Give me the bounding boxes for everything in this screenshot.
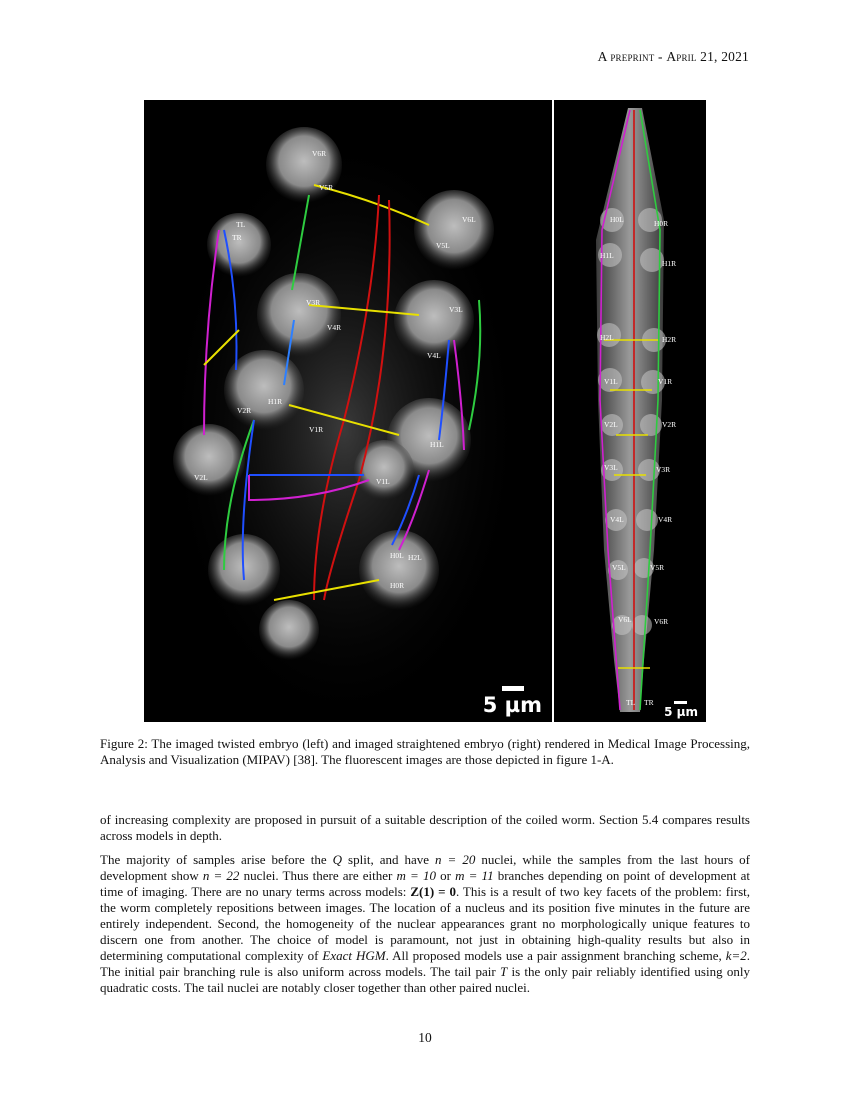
- twisted-embryo-image: [144, 100, 552, 722]
- label-v3l-r: V3L: [604, 463, 618, 472]
- q-symbol: Q: [332, 852, 343, 867]
- label-v1l: V1L: [376, 477, 390, 486]
- running-header: [598, 49, 749, 65]
- label-v3l: V3L: [449, 305, 463, 314]
- label-h1r: H1R: [268, 397, 283, 406]
- label-tl: TL: [236, 220, 246, 229]
- figure-2: [144, 100, 706, 722]
- m11-expr: m = 11: [455, 868, 494, 883]
- p2-text: . This is a result of two key facets of the problem: first, the worm completely repositions between images. The location of a nucleus and its position five minutes in the future are entirely independent. Second, the homogeneity of the nuclear appearances grant no morphologically unique features to discern one from another. The choice of model is paramount, not just in obtaining high-quality results but also in determining computational complexity of: [100, 884, 751, 963]
- header-date: April 21, 2021: [666, 49, 749, 64]
- scale-bar-right: [674, 701, 687, 704]
- label-v3r: V3R: [306, 298, 321, 307]
- label-v4r-r: V4R: [658, 515, 673, 524]
- t-symbol: T: [499, 964, 508, 979]
- paragraph-1: of increasing complexity are proposed in pursuit of a suitable description of the coiled worm. Section 5.4 compares results across models in depth.: [100, 812, 750, 843]
- label-v4l-r: V4L: [610, 515, 624, 524]
- scale-bar: [502, 686, 524, 691]
- label-h0l-r: H0L: [610, 215, 624, 224]
- p2-text: . All proposed models use a pair assignment branching scheme,: [385, 948, 726, 963]
- label-v2r-r: V2R: [662, 420, 677, 429]
- k-expr: k=2: [725, 948, 747, 963]
- label-h2l: H2L: [408, 553, 422, 562]
- label-v1l-r: V1L: [604, 377, 618, 386]
- label-v4r: V4R: [327, 323, 342, 332]
- label-v2l-r: V2L: [604, 420, 618, 429]
- label-v1r-r: V1R: [658, 377, 673, 386]
- label-v4l: V4L: [427, 351, 441, 360]
- label-v5r: V5R: [319, 183, 334, 192]
- label-h0r-r: H0R: [654, 219, 669, 228]
- label-h0r: H0R: [390, 581, 405, 590]
- label-tl-r: TL: [626, 698, 636, 707]
- label-v5l-r: V5L: [612, 563, 626, 572]
- p2-text: . The initial pair branching rule is also uniform across models. The tail pair: [100, 948, 751, 979]
- p2-text: nuclei. Thus there are either: [239, 868, 397, 883]
- header-prefix: A preprint: [597, 49, 655, 64]
- p2-text: or: [435, 868, 456, 883]
- label-v6l: V6L: [462, 215, 476, 224]
- p2-text: branches depending on point of development at time of imaging. There are no unary terms across models:: [100, 868, 750, 899]
- p2-text: is the only pair reliably identified using only quadratic costs. The tail nuclei are notably closer together than other paired nuclei.: [100, 964, 750, 995]
- label-h1l-r: H1L: [600, 251, 614, 260]
- page-number: 10: [418, 1030, 432, 1045]
- label-v1r: V1R: [309, 425, 324, 434]
- label-v2r: V2R: [237, 406, 252, 415]
- label-v2l: V2L: [194, 473, 208, 482]
- p2-text: The majority of samples arise before the: [100, 852, 333, 867]
- body-text: [100, 812, 750, 1004]
- n20-expr: n = 20: [435, 852, 476, 867]
- label-tr-r: TR: [644, 698, 654, 707]
- label-h0l: H0L: [390, 551, 404, 560]
- z-expr: Z(1) = 0: [410, 884, 456, 899]
- straightened-embryo-panel: [554, 100, 706, 722]
- scale-bar-right-label: 5 µm: [664, 705, 698, 719]
- label-h1l: H1L: [430, 440, 444, 449]
- label-h2l-r: H2L: [600, 333, 614, 342]
- twisted-embryo-panel: [144, 100, 552, 722]
- p2-text: split, and have: [342, 852, 436, 867]
- header-separator: -: [654, 49, 667, 64]
- p2-text: nuclei, while the samples from the last hours of development show: [100, 852, 750, 883]
- label-h2r-r: H2R: [662, 335, 677, 344]
- exact-hgm-term: Exact HGM: [322, 948, 386, 963]
- label-h1r-r: H1R: [662, 259, 677, 268]
- figure-caption: Figure 2: The imaged twisted embryo (left) and imaged straightened embryo (right) rendered in Medical Image Processing, Analysis and Visualization (MIPAV) [38]. The fluorescent images are those depicted in figure 1-A.: [100, 736, 750, 767]
- label-v5l: V5L: [436, 241, 450, 250]
- label-tr: TR: [232, 233, 242, 242]
- straightened-embryo-image: [554, 100, 706, 722]
- m10-expr: m = 10: [396, 868, 436, 883]
- scale-bar-label: 5 µm: [482, 693, 542, 717]
- label-v6r-r: V6R: [654, 617, 669, 626]
- label-v3r-r: V3R: [656, 465, 671, 474]
- label-v6r: V6R: [312, 149, 327, 158]
- label-v5r-r: V5R: [650, 563, 665, 572]
- n22-expr: n = 22: [202, 868, 240, 883]
- paragraph-2: [100, 852, 750, 996]
- label-v6l-r: V6L: [618, 615, 632, 624]
